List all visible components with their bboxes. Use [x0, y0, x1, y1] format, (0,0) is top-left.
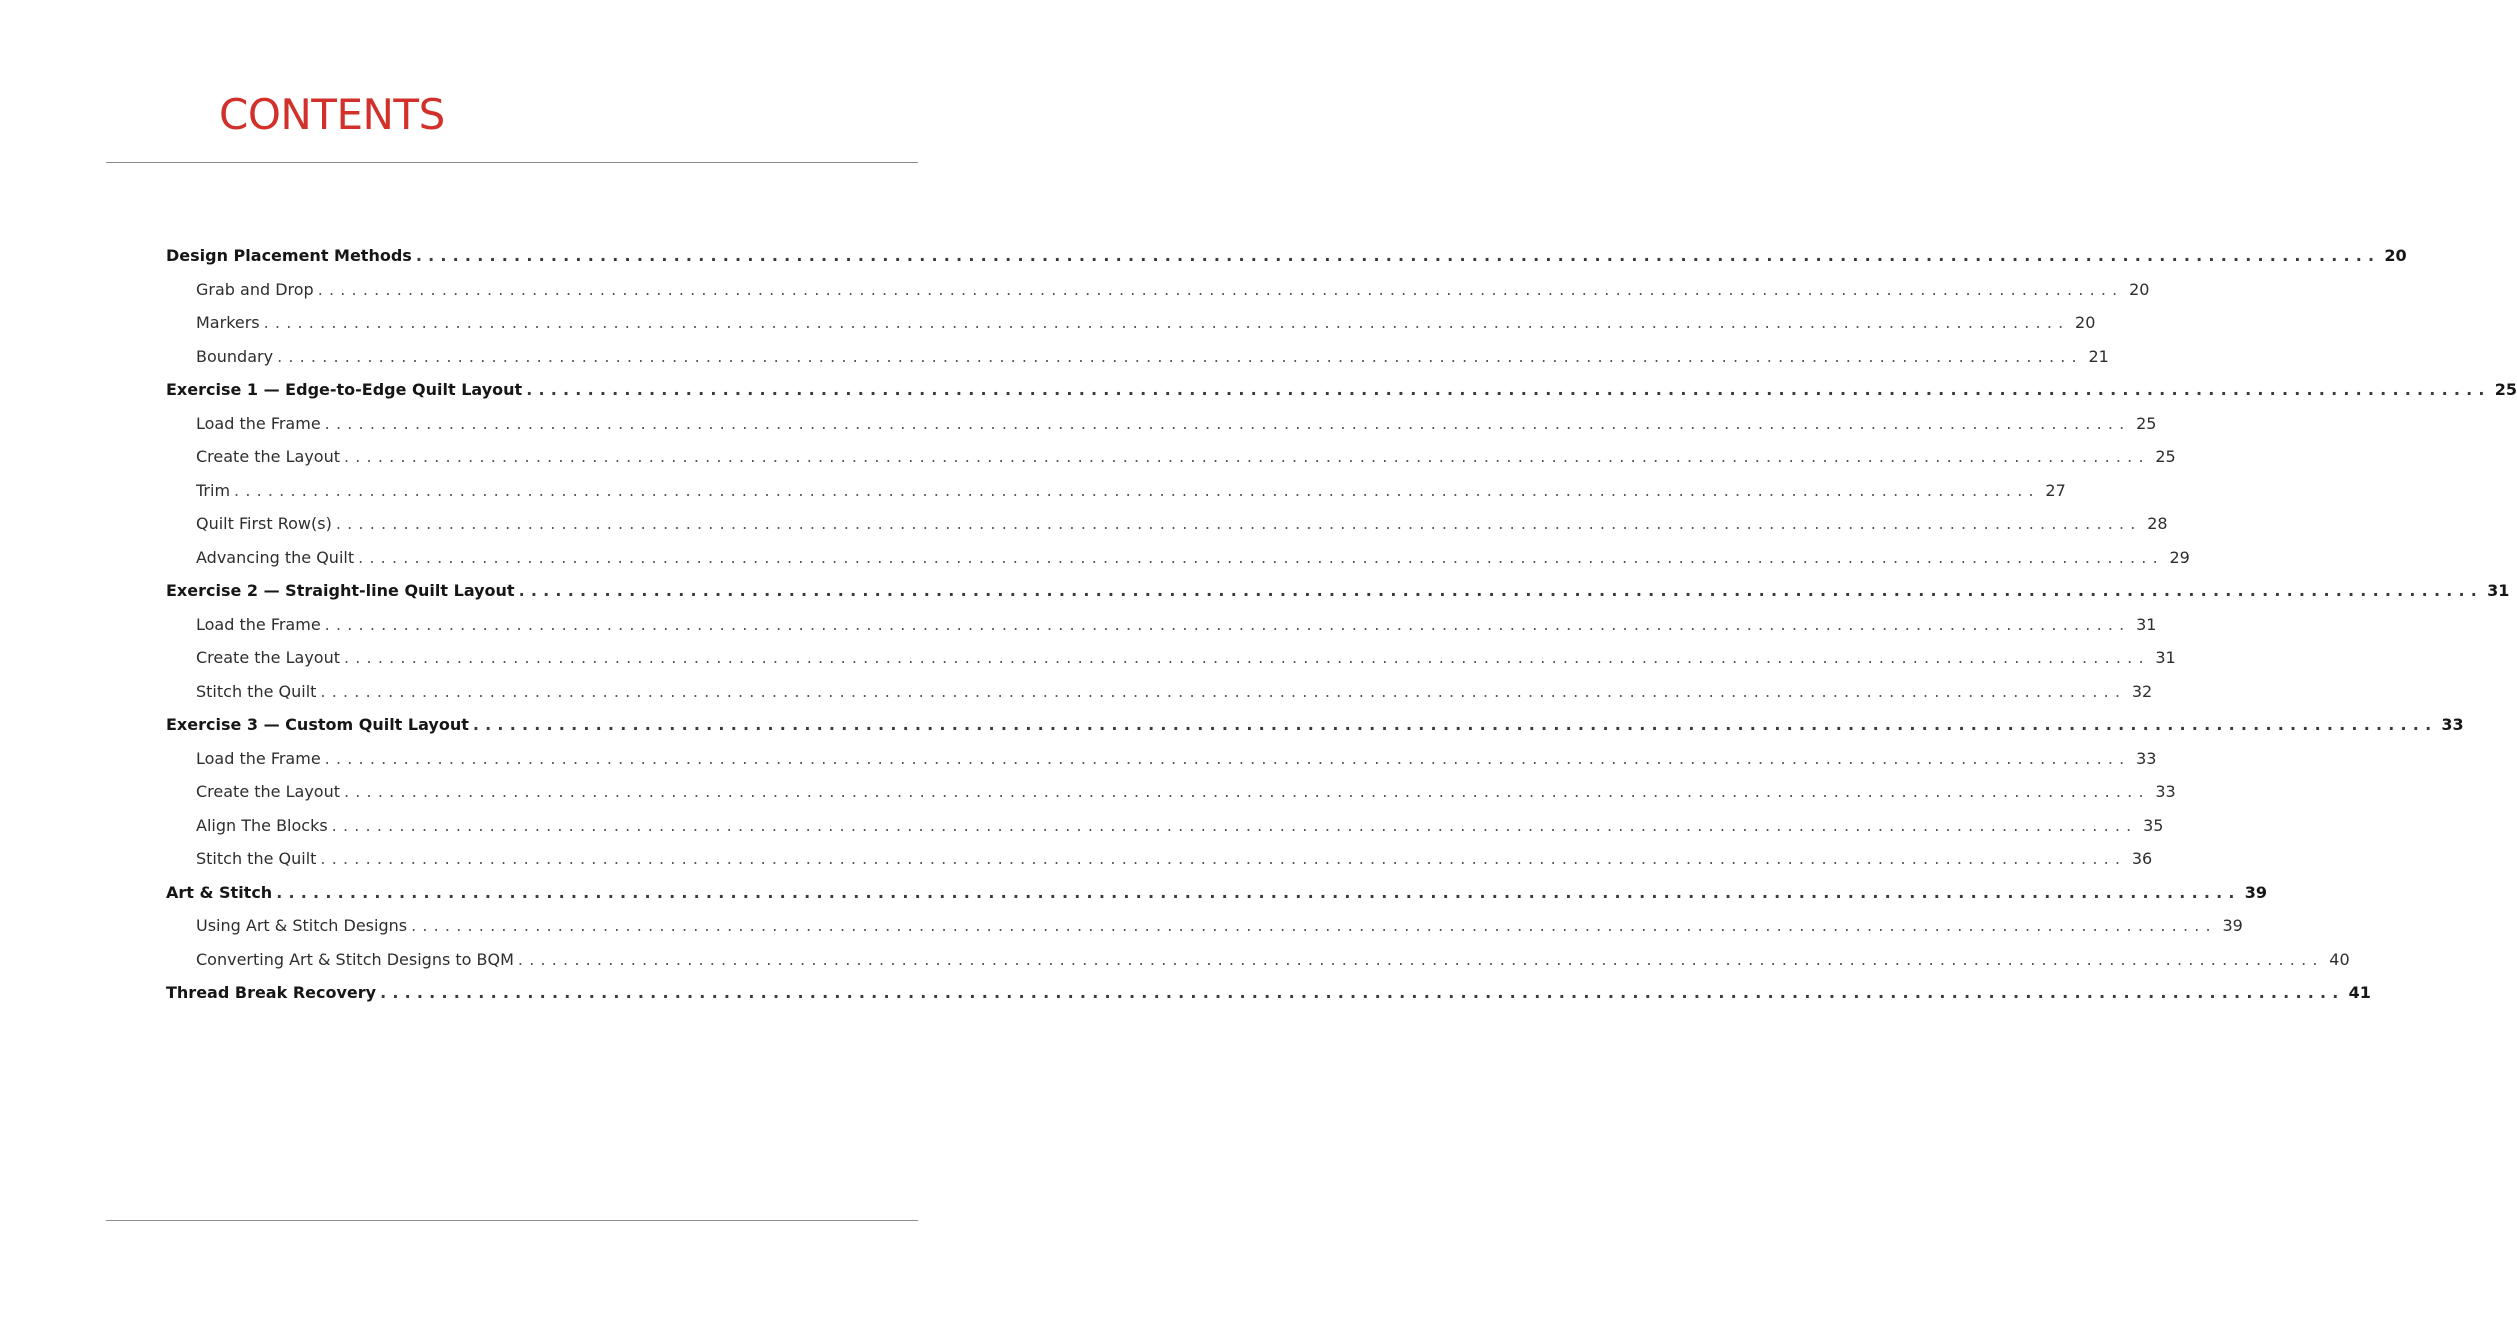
toc-subsection-entry[interactable]: [166, 474, 2066, 508]
toc-section-entry[interactable]: [166, 574, 2510, 608]
toc-page-number: 27: [2045, 480, 2066, 500]
toc-subsection-entry[interactable]: [166, 273, 2150, 307]
toc-subsection-entry[interactable]: [166, 340, 2109, 374]
toc-section-entry[interactable]: [166, 373, 2517, 407]
bottom-divider: [106, 1220, 918, 1221]
toc-subsection-entry[interactable]: [166, 440, 2176, 474]
dot-leader: ................................................................................................................................................................: [324, 614, 2131, 634]
dot-leader: ................................................................................................................................................................: [343, 447, 2150, 467]
dot-leader: ................................................................................................................................................................: [526, 380, 2491, 400]
toc-subsection-entry[interactable]: [166, 775, 2176, 809]
toc-page-number: 20: [2129, 279, 2150, 299]
toc-entry-title: Align The Blocks: [196, 815, 328, 835]
toc-page-number: 21: [2088, 346, 2109, 366]
dot-leader: ................................................................................................................................................................: [317, 279, 2124, 299]
toc-page-number: 40: [2329, 949, 2350, 969]
toc-subsection-entry[interactable]: [166, 507, 2168, 541]
toc-entry-title: Stitch the Quilt: [196, 849, 317, 869]
toc-entry-title: Boundary: [196, 346, 274, 366]
dot-leader: ................................................................................................................................................................: [324, 748, 2131, 768]
toc-page-number: 33: [2155, 782, 2176, 802]
toc-section-entry[interactable]: [166, 239, 2407, 273]
toc-section-entry[interactable]: [166, 876, 2267, 910]
toc-entry-title: Stitch the Quilt: [196, 681, 317, 701]
toc-subsection-entry[interactable]: [166, 842, 2153, 876]
toc-page-number: 29: [2169, 547, 2190, 567]
dot-leader: ................................................................................................................................................................: [517, 949, 2324, 969]
dot-leader: ................................................................................................................................................................: [415, 246, 2381, 266]
dot-leader: ................................................................................................................................................................: [358, 547, 2164, 567]
toc-subsection-entry[interactable]: [166, 306, 2096, 340]
dot-leader: ................................................................................................................................................................: [411, 916, 2217, 936]
dot-leader: ................................................................................................................................................................: [335, 514, 2142, 534]
toc-subsection-entry[interactable]: [166, 675, 2153, 709]
toc-entry-title: Exercise 3 — Custom Quilt Layout: [166, 715, 469, 735]
toc-entry-title: Create the Layout: [196, 782, 340, 802]
top-divider: [106, 162, 918, 163]
toc-subsection-entry[interactable]: [166, 943, 2350, 977]
dot-leader: ................................................................................................................................................................: [518, 581, 2484, 601]
page-title: CONTENTS: [219, 90, 445, 139]
toc-page-number: 39: [2244, 882, 2267, 902]
toc-entry-title: Advancing the Quilt: [196, 547, 355, 567]
toc-entry-title: Exercise 2 — Straight-line Quilt Layout: [166, 581, 515, 601]
toc-entry-title: Grab and Drop: [196, 279, 314, 299]
dot-leader: ................................................................................................................................................................: [324, 413, 2131, 433]
toc-page-number: 25: [2136, 413, 2157, 433]
dot-leader: ................................................................................................................................................................: [331, 815, 2138, 835]
toc-entry-title: Converting Art & Stitch Designs to BQM: [196, 949, 514, 969]
toc-entry-title: Design Placement Methods: [166, 246, 412, 266]
toc-page-number: 41: [2348, 983, 2371, 1003]
toc-page-number: 31: [2155, 648, 2176, 668]
toc-subsection-entry[interactable]: [166, 742, 2157, 776]
toc-entry-title: Art & Stitch: [166, 882, 273, 902]
dot-leader: ................................................................................................................................................................: [320, 849, 2127, 869]
toc-entry-title: Create the Layout: [196, 447, 340, 467]
toc-entry-title: Load the Frame: [196, 748, 321, 768]
dot-leader: ................................................................................................................................................................: [343, 648, 2150, 668]
toc-page-number: 32: [2131, 681, 2153, 701]
toc-entry-title: Thread Break Recovery: [166, 983, 377, 1003]
toc-entry-title: Markers: [196, 313, 260, 333]
dot-leader: ................................................................................................................................................................: [263, 313, 2070, 333]
toc-entry-title: Using Art & Stitch Designs: [196, 916, 408, 936]
toc-section-entry[interactable]: [166, 708, 2464, 742]
toc-page-number: 31: [2136, 614, 2157, 634]
toc-page-number: 33: [2441, 715, 2464, 735]
toc-entry-title: Trim: [196, 480, 231, 500]
dot-leader: ................................................................................................................................................................: [472, 715, 2438, 735]
toc-subsection-entry[interactable]: [166, 809, 2164, 843]
dot-leader: ................................................................................................................................................................: [343, 782, 2150, 802]
toc-section-entry[interactable]: [166, 976, 2371, 1010]
dot-leader: ................................................................................................................................................................: [276, 882, 2241, 902]
toc-entry-title: Load the Frame: [196, 614, 321, 634]
toc-page-number: 25: [2155, 447, 2176, 467]
toc-subsection-entry[interactable]: [166, 909, 2243, 943]
toc-page-number: 28: [2147, 514, 2168, 534]
toc-subsection-entry[interactable]: [166, 407, 2157, 441]
toc-page-number: 20: [2384, 246, 2407, 266]
toc-page-number: 36: [2131, 849, 2153, 869]
toc-entry-title: Create the Layout: [196, 648, 340, 668]
dot-leader: ................................................................................................................................................................: [277, 346, 2083, 366]
toc-entry-title: Load the Frame: [196, 413, 321, 433]
toc-page-number: 33: [2136, 748, 2157, 768]
toc-page-number: 39: [2222, 916, 2243, 936]
toc-entry-title: Quilt First Row(s): [196, 514, 332, 534]
toc-entry-title: Exercise 1 — Edge-to-Edge Quilt Layout: [166, 380, 523, 400]
toc-subsection-entry[interactable]: [166, 541, 2190, 575]
dot-leader: ................................................................................................................................................................: [380, 983, 2345, 1003]
toc-page-number: 35: [2143, 815, 2164, 835]
table-of-contents: [166, 239, 2517, 1010]
toc-page-number: 31: [2487, 581, 2510, 601]
dot-leader: ................................................................................................................................................................: [234, 480, 2040, 500]
toc-subsection-entry[interactable]: [166, 641, 2176, 675]
toc-subsection-entry[interactable]: [166, 608, 2157, 642]
toc-page-number: 20: [2075, 313, 2096, 333]
dot-leader: ................................................................................................................................................................: [320, 681, 2127, 701]
toc-page-number: 25: [2494, 380, 2517, 400]
